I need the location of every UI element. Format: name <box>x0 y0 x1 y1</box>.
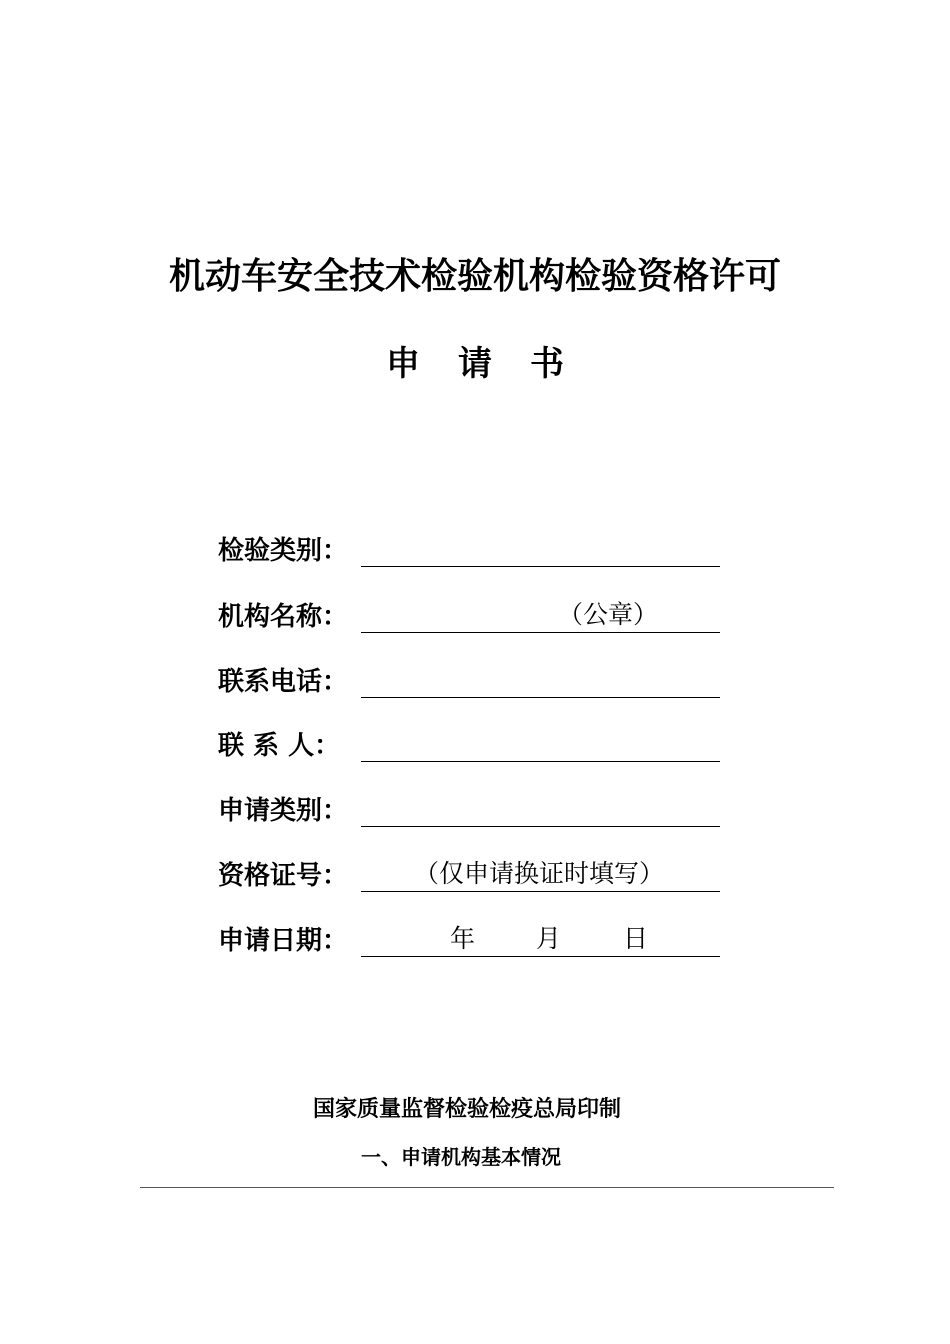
date-day-marker: 日 <box>623 924 649 953</box>
date-month-marker: 月 <box>536 924 562 953</box>
publisher-line: 国家质量监督检验检疫总局印制 <box>312 1097 621 1122</box>
section-divider <box>140 1187 834 1188</box>
contact-phone-label: 联系电话： <box>218 667 349 697</box>
contact-person-field[interactable] <box>361 761 720 762</box>
date-year-marker: 年 <box>450 924 476 953</box>
form-row-application-date <box>218 920 728 960</box>
institution-name-field[interactable] <box>361 632 720 633</box>
application-type-field[interactable] <box>361 826 720 827</box>
contact-phone-field[interactable] <box>361 697 720 698</box>
form-row-contact-person <box>218 725 728 765</box>
form-row-application-type <box>218 790 728 830</box>
document-title: 机动车安全技术检验机构检验资格许可 <box>168 256 781 297</box>
inspection-category-label: 检验类别： <box>218 536 349 566</box>
application-type-label: 申请类别： <box>218 796 349 826</box>
institution-name-label: 机构名称： <box>218 602 349 632</box>
certificate-number-label: 资格证号： <box>218 861 349 891</box>
form-row-inspection-category <box>218 530 728 570</box>
document-subtitle: 申请书 <box>386 344 602 384</box>
contact-person-label: 联 系 人： <box>218 731 341 761</box>
certificate-number-note: （仅申请换证时填写） <box>414 859 665 888</box>
form-row-contact-phone <box>218 661 728 701</box>
application-date-label: 申请日期： <box>218 926 349 956</box>
form-row-institution-name <box>218 596 728 636</box>
official-seal-note: （公章） <box>558 600 659 629</box>
inspection-category-field[interactable] <box>361 566 720 567</box>
section-heading: 一、申请机构基本情况 <box>361 1145 561 1169</box>
certificate-number-field[interactable] <box>361 891 720 892</box>
application-date-field[interactable] <box>361 956 720 957</box>
form-row-certificate-number <box>218 855 728 895</box>
